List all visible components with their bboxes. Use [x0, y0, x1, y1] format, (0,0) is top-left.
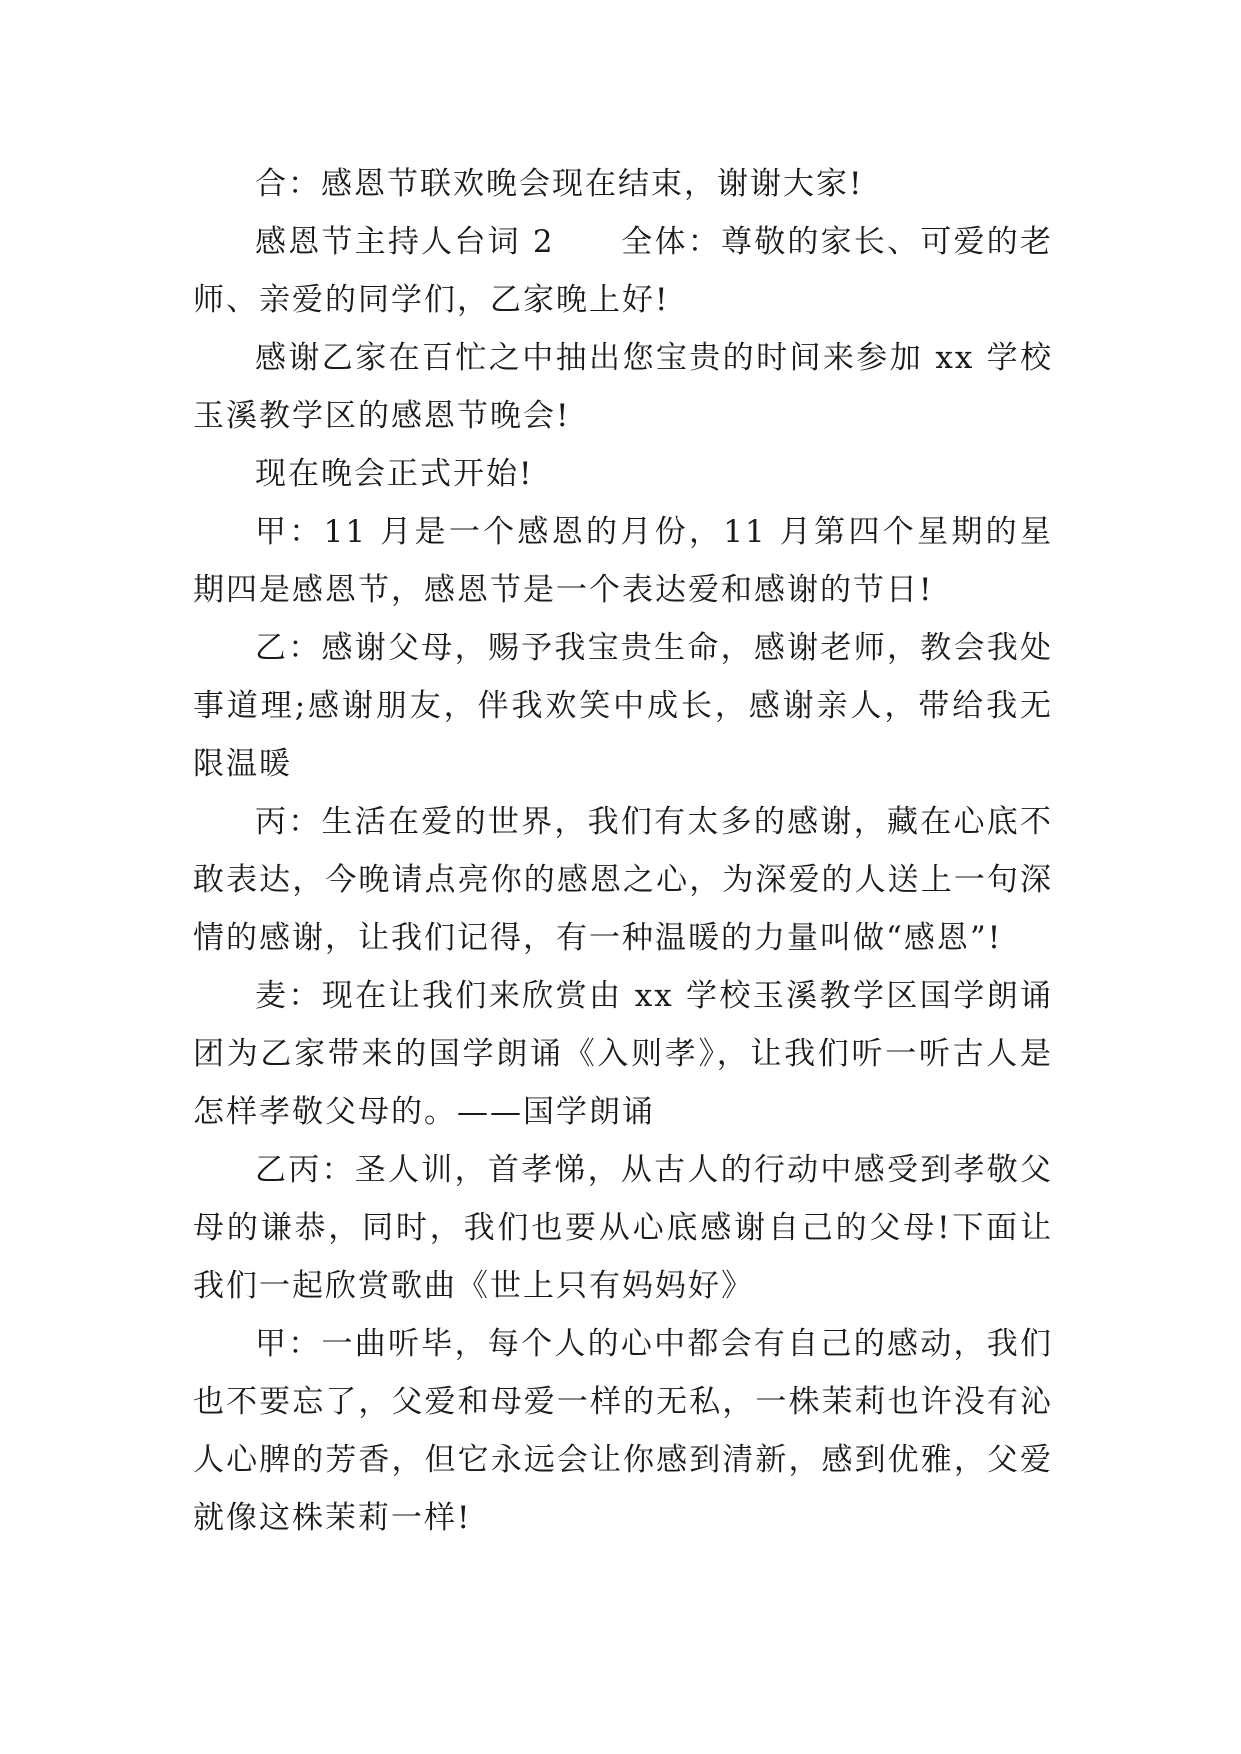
paragraph-jia-1: 甲：11 月是一个感恩的月份，11 月第四个星期的星期四是感恩节，感恩节是一个表达爱和感谢的节日! [193, 514, 1053, 608]
paragraph-jia-2: 甲：一曲听毕，每个人的心中都会有自己的感动，我们也不要忘了，父爱和母爱一样的无私，一株茉莉也许没有沁人心脾的芳香，但它永远会让你感到清新，感到优雅，父爱就像这株茉莉一样! [193, 1326, 1053, 1536]
paragraph-thanks-guests: 感谢乙家在百忙之中抽出您宝贵的时间来参加 xx 学校玉溪教学区的感恩节晚会! [193, 340, 1053, 434]
paragraph-mai-1: 麦：现在让我们来欣赏由 xx 学校玉溪教学区国学朗诵团为乙家带来的国学朗诵《入则孝》，让我们听一听古人是怎样孝敬父母的。——国学朗诵 [193, 978, 1053, 1130]
paragraph-yi-1: 乙：感谢父母，赐予我宝贵生命，感谢老师，教会我处事道理;感谢朋友，伴我欢笑中成长，感谢亲人，带给我无限温暖 [193, 630, 1053, 782]
paragraph-bing-1: 丙：生活在爱的世界，我们有太多的感谢，藏在心底不敢表达，今晚请点亮你的感恩之心，为深爱的人送上一句深情的感谢，让我们记得，有一种温暖的力量叫做“感恩”! [193, 804, 1053, 956]
paragraph-start: 现在晚会正式开始! [255, 456, 534, 492]
paragraph-script-2-opening: 感恩节主持人台词 2 全体：尊敬的家长、可爱的老师、亲爱的同学们，乙家晚上好! [193, 224, 1053, 318]
document-body [193, 155, 1053, 1547]
paragraph-yi-bing-1: 乙丙：圣人训，首孝悌，从古人的行动中感受到孝敬父母的谦恭，同时，我们也要从心底感谢自己的父母!下面让我们一起欣赏歌曲《世上只有妈妈好》 [193, 1152, 1053, 1304]
paragraph-closing: 合：感恩节联欢晚会现在结束，谢谢大家! [255, 166, 864, 202]
